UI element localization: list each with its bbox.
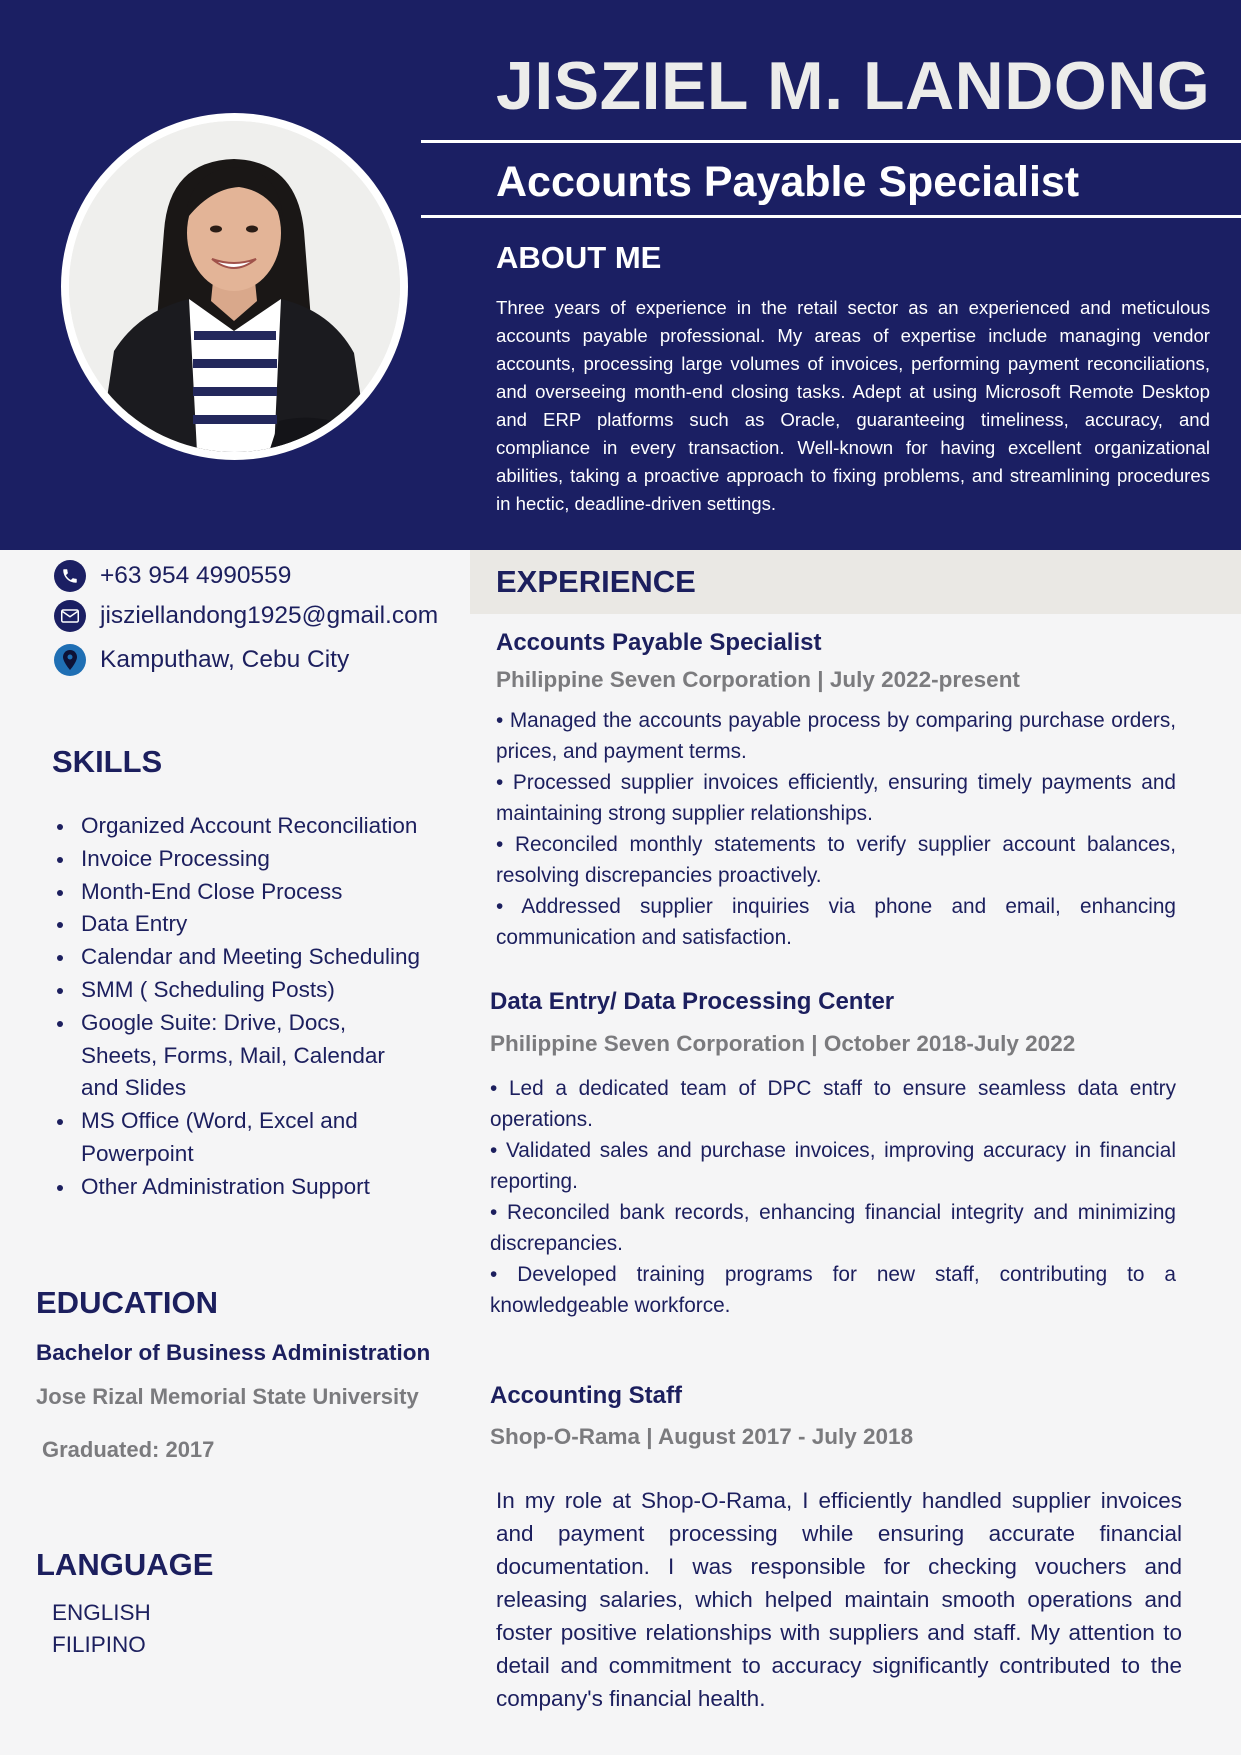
- title-top-divider: [421, 140, 1241, 143]
- job-title-headline: Accounts Payable Specialist: [496, 158, 1080, 206]
- list-item: • Validated sales and purchase invoices, improving accuracy in financial reporting.: [490, 1139, 1176, 1193]
- email-address[interactable]: jisziellandong1925@gmail.com: [100, 602, 439, 629]
- job-title: Data Entry/ Data Processing Center: [490, 988, 895, 1015]
- phone-icon: [54, 560, 86, 592]
- location-text: Kamputhaw, Cebu City: [100, 646, 350, 673]
- about-me-text: Three years of experience in the retail sector as an experienced and meticulous accounts payable professional. My areas of expertise include managing vendor accounts, processing large volumes of invoices, performing payment reconciliations, and overseeing month-end closing tasks. Adept at using Microsoft Remote Desktop and ERP platforms such as Oracle, guaranteeing timeliness, accuracy, and compliance in every transaction. Well-known for having excellent organizational abilities, taking a proactive approach to fixing problems, and streamlining procedures in hectic, deadline-driven settings.: [496, 297, 1210, 514]
- job-company-dates: Philippine Seven Corporation | July 2022-present: [496, 667, 1020, 692]
- list-item: • Led a dedicated team of DPC staff to ensure seamless data entry operations.: [490, 1077, 1176, 1131]
- education-graduated: Graduated: 2017: [42, 1437, 215, 1462]
- list-item: Month-End Close Process: [50, 876, 450, 909]
- list-item: Calendar and Meeting Scheduling: [50, 941, 450, 974]
- education-degree: Bachelor of Business Administration: [36, 1340, 431, 1365]
- about-me-heading: ABOUT ME: [496, 240, 662, 275]
- list-item: SMM ( Scheduling Posts): [50, 974, 450, 1007]
- title-bottom-divider: [421, 215, 1241, 218]
- language-item: ENGLISH: [52, 1600, 151, 1625]
- list-item: • Reconciled bank records, enhancing financial integrity and minimizing discrepancies.: [490, 1201, 1176, 1255]
- list-item: • Addressed supplier inquiries via phone and email, enhancing communication and satisfaction.: [496, 895, 1176, 949]
- language-item: FILIPINO: [52, 1632, 146, 1657]
- job-description: In my role at Shop-O-Rama, I efficiently handled supplier invoices and payment processing while ensuring accurate financial documentation. I was responsible for checking vouchers and releasing salaries, which helped maintain smooth operations and foster positive relationships with suppliers and staff. My attention to detail and commitment to accuracy significantly contributed to the company's financial health.: [496, 1488, 1182, 1711]
- candidate-name: JISZIEL M. LANDONG: [496, 48, 1211, 124]
- list-item: • Reconciled monthly statements to verify supplier account balances, resolving discrepancies proactively.: [496, 833, 1176, 887]
- job-company-dates: Philippine Seven Corporation | October 2018-July 2022: [490, 1031, 1076, 1056]
- job-company-dates: Shop-O-Rama | August 2017 - July 2018: [490, 1424, 914, 1449]
- list-item: • Developed training programs for new staff, contributing to a knowledgeable workforce.: [490, 1263, 1176, 1317]
- skills-list: [50, 810, 450, 1204]
- list-item: Organized Account Reconciliation: [50, 810, 450, 843]
- experience-heading: EXPERIENCE: [496, 564, 696, 599]
- education-heading: EDUCATION: [36, 1285, 218, 1320]
- list-item: Data Entry: [50, 908, 450, 941]
- list-item: Other Administration Support: [50, 1171, 450, 1204]
- job-title: Accounting Staff: [490, 1382, 682, 1409]
- list-item: • Processed supplier invoices efficiently, ensuring timely payments and maintaining strong supplier relationships.: [496, 771, 1176, 825]
- list-item: • Managed the accounts payable process by comparing purchase orders, prices, and payment terms.: [496, 709, 1176, 763]
- contact-email: [54, 598, 438, 634]
- language-heading: LANGUAGE: [36, 1547, 214, 1582]
- location-pin-icon: [54, 644, 86, 676]
- list-item: MS Office (Word, Excel and Powerpoint: [50, 1105, 391, 1171]
- job-title: Accounts Payable Specialist: [496, 629, 822, 656]
- contact-location: [54, 642, 349, 678]
- job-bullet-list: [496, 705, 1176, 953]
- list-item: Invoice Processing: [50, 843, 450, 876]
- list-item: Google Suite: Drive, Docs, Sheets, Forms, Mail, Calendar and Slides: [50, 1007, 391, 1105]
- education-school: Jose Rizal Memorial State University: [36, 1384, 419, 1409]
- job-bullet-list: [490, 1073, 1176, 1321]
- email-icon: [54, 600, 86, 632]
- skills-heading: SKILLS: [52, 744, 163, 779]
- profile-photo: [69, 121, 400, 452]
- contact-phone: [54, 558, 291, 594]
- phone-number: +63 954 4990559: [100, 562, 292, 589]
